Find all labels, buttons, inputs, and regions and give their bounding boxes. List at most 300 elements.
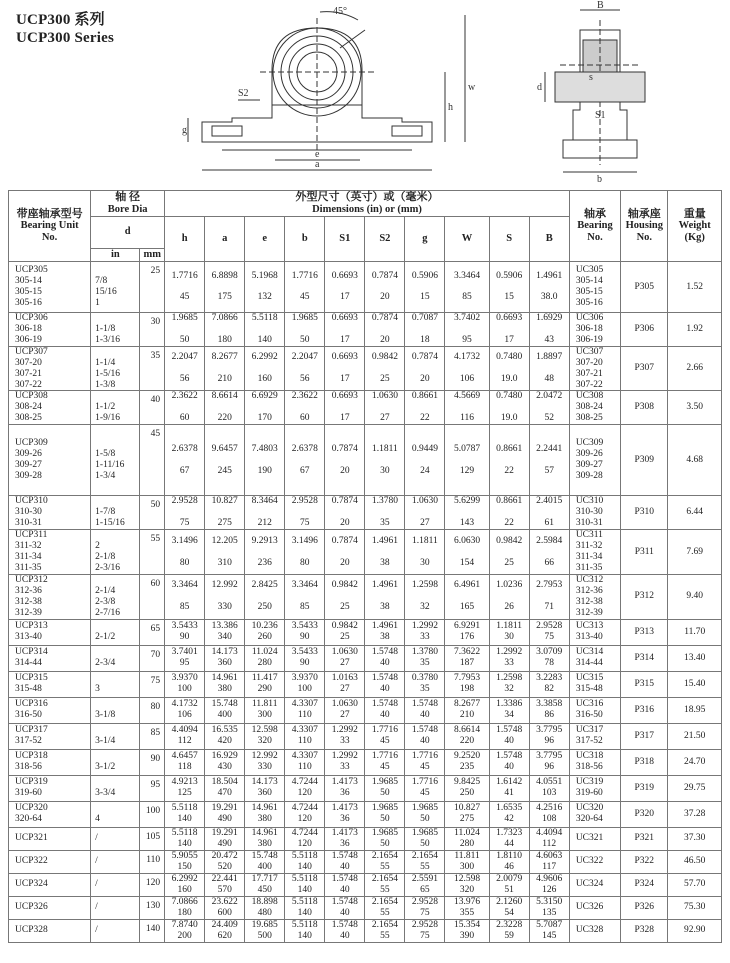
dim-cell: 10.827 275 — [445, 801, 489, 827]
table-row — [9, 530, 722, 575]
table-row — [9, 262, 722, 313]
dim-cell: 20.472 520 — [205, 850, 245, 873]
dim-cell: 1.5748 40 — [489, 749, 529, 775]
dim-cell: 11.024 280 — [445, 827, 489, 850]
dim-cell: 15.354 390 — [445, 919, 489, 942]
model-cell: UCP312 312-36 312-38 312-39 — [9, 574, 91, 619]
dim-cell: 2.0472 52 — [529, 391, 569, 425]
dim-cell: 7.4803 190 — [245, 425, 285, 496]
dim-cell: 7.3622 187 — [445, 645, 489, 671]
dim-cell: 3.9370 100 — [285, 671, 325, 697]
table-row — [9, 391, 722, 425]
dim-cell: 1.6535 42 — [489, 801, 529, 827]
dim-cell: 1.7716 45 — [165, 262, 205, 313]
dim-cell: 1.2992 33 — [325, 723, 365, 749]
dim-cell: 12.205 310 — [205, 530, 245, 575]
bore-in-cell: 2 2-1/8 2-3/16 — [91, 530, 140, 575]
dim-cell: 6.0630 154 — [445, 530, 489, 575]
bore-in-cell: 4 — [91, 801, 140, 827]
dim-cell: 5.6299 143 — [445, 496, 489, 530]
weight-cell: 18.95 — [668, 697, 722, 723]
dim-cell: 1.4173 36 — [325, 827, 365, 850]
bore-in-cell: 7/8 15/16 1 — [91, 262, 140, 313]
housing-cell: P320 — [621, 801, 668, 827]
table-row — [9, 873, 722, 896]
dim-cell: 14.173 360 — [205, 645, 245, 671]
dims-header-cn: 外型尺寸（英寸）或（毫米） — [295, 191, 439, 203]
model-cell: UCP326 — [9, 896, 91, 919]
bearing-cell: UC328 — [569, 919, 620, 942]
dim-cell: 3.7795 96 — [529, 749, 569, 775]
dim-cell: 1.0630 27 — [365, 391, 405, 425]
bore-mm-cell: 30 — [140, 313, 165, 347]
housing-cell: P307 — [621, 346, 668, 391]
model-cell: UCP308 308-24 308-25 — [9, 391, 91, 425]
table-row — [9, 645, 722, 671]
dim-cell: 12.598 320 — [445, 873, 489, 896]
weight-cell: 11.70 — [668, 619, 722, 645]
dim-cell: 0.8661 22 — [405, 391, 445, 425]
model-cell: UCP309 309-26 309-27 309-28 — [9, 425, 91, 496]
dim-cell: 3.1496 80 — [285, 530, 325, 575]
weight-cell: 2.66 — [668, 346, 722, 391]
s2-label: S2 — [238, 88, 249, 99]
dim-cell: 1.6929 43 — [529, 313, 569, 347]
dim-cell: 1.8897 48 — [529, 346, 569, 391]
bore-header — [91, 191, 165, 217]
dim-cell: 5.1968 132 — [245, 262, 285, 313]
b-label: b — [597, 174, 602, 185]
dim-cell: 1.4961 38.0 — [529, 262, 569, 313]
dim-cell: 2.9528 75 — [529, 619, 569, 645]
dim-cell: 14.173 360 — [245, 775, 285, 801]
housing-header-cn: 轴承座 — [627, 207, 661, 220]
weight-header-en: Weight — [678, 220, 711, 232]
dim-cell: 4.4094 112 — [529, 827, 569, 850]
model-cell: UCP324 — [9, 873, 91, 896]
dim-cell: 4.5669 116 — [445, 391, 489, 425]
housing-cell: P315 — [621, 671, 668, 697]
dim-cell: 2.3228 59 — [489, 919, 529, 942]
dim-cell: 4.3307 110 — [285, 723, 325, 749]
weight-cell: 21.50 — [668, 723, 722, 749]
dim-cell: 12.598 320 — [245, 723, 285, 749]
dim-cell: 2.1654 55 — [365, 873, 405, 896]
dim-cell: 4.3307 110 — [285, 697, 325, 723]
bearing-cell: UC322 — [569, 850, 620, 873]
d-header: d — [91, 216, 165, 248]
dim-cell: 0.7874 20 — [325, 496, 365, 530]
dim-cell: 4.9606 126 — [529, 873, 569, 896]
bore-mm-cell: 40 — [140, 391, 165, 425]
bearing-cell: UC317 317-52 — [569, 723, 620, 749]
title-en: UCP300 Series — [16, 30, 114, 46]
front-view-drawing — [180, 0, 480, 185]
bore-mm-cell: 120 — [140, 873, 165, 896]
dim-cell: 1.5748 40 — [365, 697, 405, 723]
model-header-no: No. — [41, 232, 58, 244]
dimension-table — [8, 190, 722, 943]
model-cell: UCP307 307-20 307-21 307-22 — [9, 346, 91, 391]
dim-cell: 18.504 470 — [205, 775, 245, 801]
table-row — [9, 346, 722, 391]
side-view-drawing — [525, 0, 665, 185]
dim-cell: 0.9842 25 — [365, 346, 405, 391]
bore-in-cell: 2-3/4 — [91, 645, 140, 671]
dim-cell: 0.7874 20 — [405, 346, 445, 391]
dim-cell: 1.0236 26 — [489, 574, 529, 619]
dim-cell: 4.1732 106 — [165, 697, 205, 723]
model-cell: UCP318 318-56 — [9, 749, 91, 775]
dim-cell: 0.7874 20 — [325, 530, 365, 575]
dim-cell: 12.992 330 — [205, 574, 245, 619]
table-row — [9, 313, 722, 347]
dim-cell: 17.717 450 — [245, 873, 285, 896]
bore-in-cell: 3-1/2 — [91, 749, 140, 775]
dim-cell: 8.2677 210 — [205, 346, 245, 391]
table-row — [9, 619, 722, 645]
dim-cell: 1.6142 41 — [489, 775, 529, 801]
bearing-cell: UC324 — [569, 873, 620, 896]
dim-cell: 4.0551 103 — [529, 775, 569, 801]
dim-cell: 1.4961 38 — [365, 619, 405, 645]
bore-in-cell: 1-1/4 1-5/16 1-3/8 — [91, 346, 140, 391]
bore-in-cell: / — [91, 827, 140, 850]
dim-cell: 0.9842 25 — [489, 530, 529, 575]
dim-cell: 2.7953 71 — [529, 574, 569, 619]
dim-cell: 1.5748 40 — [325, 919, 365, 942]
dim-cell: 3.7795 96 — [529, 723, 569, 749]
dim-cell: 0.9842 25 — [325, 619, 365, 645]
dim-cell: 6.2992 160 — [165, 873, 205, 896]
dim-cell: 0.3780 35 — [405, 671, 445, 697]
dim-cell: 2.3622 60 — [165, 391, 205, 425]
dim-cell: 14.961 380 — [245, 801, 285, 827]
housing-cell: P305 — [621, 262, 668, 313]
dim-cell: 3.2283 82 — [529, 671, 569, 697]
weight-cell: 13.40 — [668, 645, 722, 671]
dim-cell: 19.685 500 — [245, 919, 285, 942]
bearing-header-en: Bearing — [577, 220, 613, 232]
dim-cell: 1.2992 33 — [489, 645, 529, 671]
dim-cell: 2.1654 55 — [365, 896, 405, 919]
housing-cell: P328 — [621, 919, 668, 942]
angle-label: 45° — [333, 6, 347, 17]
model-cell: UCP306 306-18 306-19 — [9, 313, 91, 347]
dim-cell: 5.7087 145 — [529, 919, 569, 942]
model-cell: UCP305 305-14 305-15 305-16 — [9, 262, 91, 313]
dim-cell: 3.5433 90 — [165, 619, 205, 645]
dim-cell: 11.024 280 — [245, 645, 285, 671]
dim-cell: 1.0630 27 — [405, 496, 445, 530]
dim-cell: 1.2598 32 — [489, 671, 529, 697]
dim-cell: 14.961 380 — [205, 671, 245, 697]
dim-cell: 1.3780 35 — [365, 496, 405, 530]
bore-in-cell: 3-3/4 — [91, 775, 140, 801]
table-row — [9, 801, 722, 827]
bore-mm-cell: 35 — [140, 346, 165, 391]
dim-cell: 10.827 275 — [205, 496, 245, 530]
dim-cell: 1.9685 50 — [365, 801, 405, 827]
dim-cell: 0.8661 22 — [489, 496, 529, 530]
dims-header — [165, 191, 570, 217]
model-header-cn: 带座轴承型号 — [16, 207, 83, 220]
bore-in-cell: / — [91, 896, 140, 919]
dim-cell: 3.9370 100 — [165, 671, 205, 697]
model-cell: UCP310 310-30 310-31 — [9, 496, 91, 530]
dim-cell: 5.5118 140 — [285, 896, 325, 919]
table-row — [9, 896, 722, 919]
bore-in-cell: / — [91, 919, 140, 942]
dim-cell: 2.1654 55 — [365, 850, 405, 873]
housing-cell: P319 — [621, 775, 668, 801]
model-cell: UCP314 314-44 — [9, 645, 91, 671]
dim-cell: 0.7480 19.0 — [489, 391, 529, 425]
table-row — [9, 574, 722, 619]
dim-cell: 4.2516 108 — [529, 801, 569, 827]
bore-mm-cell: 50 — [140, 496, 165, 530]
dim-cell: 1.5748 40 — [405, 697, 445, 723]
dim-cell: 8.2677 210 — [445, 697, 489, 723]
dim-cell: 6.8898 175 — [205, 262, 245, 313]
weight-cell: 6.44 — [668, 496, 722, 530]
weight-header-unit: (Kg) — [684, 232, 705, 244]
dim-cell: 2.1260 54 — [489, 896, 529, 919]
housing-cell: P313 — [621, 619, 668, 645]
dim-cell: 5.5118 140 — [245, 313, 285, 347]
dim-cell: 1.7716 45 — [365, 749, 405, 775]
bore-in-cell: 1-5/8 1-11/16 1-3/4 — [91, 425, 140, 496]
dim-cell: 2.9528 75 — [405, 896, 445, 919]
dim-cell: 18.898 480 — [245, 896, 285, 919]
dim-cell: 7.0866 180 — [205, 313, 245, 347]
col-s: S — [489, 216, 529, 261]
col-w: W — [445, 216, 489, 261]
bearing-cell: UC315 315-48 — [569, 671, 620, 697]
col-a: a — [205, 216, 245, 261]
dim-cell: 5.5118 140 — [165, 827, 205, 850]
dim-cell: 3.7402 95 — [445, 313, 489, 347]
model-cell: UCP316 316-50 — [9, 697, 91, 723]
weight-cell: 37.28 — [668, 801, 722, 827]
dim-cell: 4.4094 112 — [165, 723, 205, 749]
dim-cell: 2.5591 65 — [405, 873, 445, 896]
table-row — [9, 919, 722, 942]
dim-cell: 5.5118 140 — [285, 919, 325, 942]
bore-in-cell: 3-1/8 — [91, 697, 140, 723]
dim-cell: 1.3780 35 — [405, 645, 445, 671]
bore-in-cell: 2-1/2 — [91, 619, 140, 645]
bearing-cell: UC305 305-14 305-15 305-16 — [569, 262, 620, 313]
model-cell: UCP315 315-48 — [9, 671, 91, 697]
dim-cell: 0.7480 19.0 — [489, 346, 529, 391]
s1-label: S1 — [595, 110, 606, 121]
dim-cell: 6.6929 170 — [245, 391, 285, 425]
bearing-cell: UC314 314-44 — [569, 645, 620, 671]
dim-cell: 4.6457 118 — [165, 749, 205, 775]
dim-cell: 2.1654 55 — [365, 919, 405, 942]
dim-cell: 1.9685 50 — [165, 313, 205, 347]
dim-cell: 2.6378 67 — [165, 425, 205, 496]
dim-cell: 1.4173 36 — [325, 775, 365, 801]
e-label: e — [315, 149, 320, 160]
bore-in-cell: 2-1/4 2-3/8 2-7/16 — [91, 574, 140, 619]
col-e: e — [245, 216, 285, 261]
dim-cell: 6.9291 176 — [445, 619, 489, 645]
dim-cell: 0.8661 22 — [489, 425, 529, 496]
dim-cell: 3.5433 90 — [285, 645, 325, 671]
housing-cell: P322 — [621, 850, 668, 873]
housing-cell: P326 — [621, 896, 668, 919]
dim-cell: 1.5748 40 — [325, 850, 365, 873]
dim-cell: 13.386 340 — [205, 619, 245, 645]
bore-in-cell: 3-1/4 — [91, 723, 140, 749]
table-row — [9, 723, 722, 749]
weight-cell: 29.75 — [668, 775, 722, 801]
dim-cell: 3.1496 80 — [165, 530, 205, 575]
table-row — [9, 425, 722, 496]
dim-cell: 1.5748 40 — [325, 873, 365, 896]
model-header-en: Bearing Unit — [20, 220, 79, 232]
housing-cell: P310 — [621, 496, 668, 530]
dim-cell: 2.9528 75 — [405, 919, 445, 942]
dim-cell: 0.9449 24 — [405, 425, 445, 496]
dim-cell: 0.6693 17 — [325, 346, 365, 391]
dim-cell: 4.7244 120 — [285, 801, 325, 827]
bore-mm-cell: 105 — [140, 827, 165, 850]
bore-in-cell: / — [91, 850, 140, 873]
table-row — [9, 496, 722, 530]
housing-cell: P318 — [621, 749, 668, 775]
dim-cell: 3.5433 90 — [285, 619, 325, 645]
col-g: g — [405, 216, 445, 261]
dim-cell: 1.1811 30 — [489, 619, 529, 645]
dim-cell: 11.417 290 — [245, 671, 285, 697]
dim-cell: 1.0163 27 — [325, 671, 365, 697]
bore-mm-cell: 130 — [140, 896, 165, 919]
bore-in-cell: / — [91, 873, 140, 896]
dim-cell: 5.0787 129 — [445, 425, 489, 496]
bore-mm-cell: 70 — [140, 645, 165, 671]
dim-cell: 0.7874 20 — [365, 262, 405, 313]
bore-header-cn: 轴 径 — [115, 191, 141, 203]
bore-mm-cell: 65 — [140, 619, 165, 645]
dim-cell: 1.9685 50 — [405, 827, 445, 850]
dim-cell: 0.7874 20 — [325, 425, 365, 496]
housing-header — [621, 191, 668, 262]
dim-cell: 1.2992 33 — [325, 749, 365, 775]
bore-in-cell: 1-7/8 1-15/16 — [91, 496, 140, 530]
dim-cell: 14.961 380 — [245, 827, 285, 850]
dim-cell: 0.6693 17 — [325, 391, 365, 425]
bore-mm-cell: 60 — [140, 574, 165, 619]
bearing-header-no: No. — [587, 232, 603, 244]
dim-cell: 2.6378 67 — [285, 425, 325, 496]
weight-cell: 37.30 — [668, 827, 722, 850]
bearing-cell: UC318 318-56 — [569, 749, 620, 775]
weight-cell: 75.30 — [668, 896, 722, 919]
table-row — [9, 749, 722, 775]
bearing-cell: UC311 311-32 311-34 311-35 — [569, 530, 620, 575]
model-cell: UCP320 320-64 — [9, 801, 91, 827]
bearing-cell: UC309 309-26 309-27 309-28 — [569, 425, 620, 496]
table-row — [9, 850, 722, 873]
dim-cell: 19.291 490 — [205, 801, 245, 827]
dim-cell: 9.8425 250 — [445, 775, 489, 801]
housing-cell: P321 — [621, 827, 668, 850]
dim-cell: 1.4961 38 — [365, 530, 405, 575]
dim-cell: 8.6614 220 — [205, 391, 245, 425]
dim-cell: 4.3307 110 — [285, 749, 325, 775]
dim-cell: 5.9055 150 — [165, 850, 205, 873]
dim-cell: 1.5748 40 — [489, 723, 529, 749]
dim-cell: 1.7716 45 — [365, 723, 405, 749]
weight-cell: 4.68 — [668, 425, 722, 496]
dim-cell: 6.4961 165 — [445, 574, 489, 619]
bearing-cell: UC326 — [569, 896, 620, 919]
dim-cell: 0.6693 17 — [325, 313, 365, 347]
dim-cell: 16.929 430 — [205, 749, 245, 775]
bearing-cell: UC307 307-20 307-21 307-22 — [569, 346, 620, 391]
weight-cell: 1.92 — [668, 313, 722, 347]
dim-cell: 1.9685 50 — [365, 827, 405, 850]
weight-cell: 24.70 — [668, 749, 722, 775]
dim-cell: 9.2520 235 — [445, 749, 489, 775]
dim-cell: 9.2913 236 — [245, 530, 285, 575]
dim-cell: 1.0630 27 — [325, 697, 365, 723]
housing-cell: P317 — [621, 723, 668, 749]
dim-cell: 3.0709 78 — [529, 645, 569, 671]
dim-cell: 5.5118 140 — [285, 850, 325, 873]
bearing-cell: UC321 — [569, 827, 620, 850]
bearing-cell: UC313 313-40 — [569, 619, 620, 645]
dim-cell: 2.2047 56 — [285, 346, 325, 391]
bearing-cell: UC320 320-64 — [569, 801, 620, 827]
h-label: h — [448, 102, 453, 113]
dim-cell: 1.4173 36 — [325, 801, 365, 827]
dims-header-en: Dimensions (in) or (mm) — [312, 203, 422, 215]
housing-header-en: Housing — [625, 220, 663, 232]
table-row — [9, 671, 722, 697]
dim-cell: 2.8425 250 — [245, 574, 285, 619]
bore-header-en: Bore Dia — [107, 203, 148, 215]
dim-cell: 1.4961 38 — [365, 574, 405, 619]
dim-cell: 1.9685 50 — [285, 313, 325, 347]
dim-cell: 1.8110 46 — [489, 850, 529, 873]
dim-cell: 23.622 600 — [205, 896, 245, 919]
table-row — [9, 697, 722, 723]
dim-cell: 0.5906 15 — [405, 262, 445, 313]
dim-cell: 2.9528 75 — [285, 496, 325, 530]
dim-cell: 4.7244 120 — [285, 827, 325, 850]
table-row — [9, 775, 722, 801]
dim-cell: 3.3464 85 — [165, 574, 205, 619]
weight-cell: 1.52 — [668, 262, 722, 313]
dim-cell: 1.1811 30 — [365, 425, 405, 496]
weight-cell: 57.70 — [668, 873, 722, 896]
dim-cell: 2.5984 66 — [529, 530, 569, 575]
dim-cell: 1.2992 33 — [405, 619, 445, 645]
bore-in-cell: 1-1/2 1-9/16 — [91, 391, 140, 425]
weight-cell: 15.40 — [668, 671, 722, 697]
model-cell: UCP328 — [9, 919, 91, 942]
dim-cell: 9.6457 245 — [205, 425, 245, 496]
model-cell: UCP319 319-60 — [9, 775, 91, 801]
dim-cell: 1.7323 44 — [489, 827, 529, 850]
dim-cell: 3.7401 95 — [165, 645, 205, 671]
model-cell: UCP313 313-40 — [9, 619, 91, 645]
col-B: B — [529, 216, 569, 261]
